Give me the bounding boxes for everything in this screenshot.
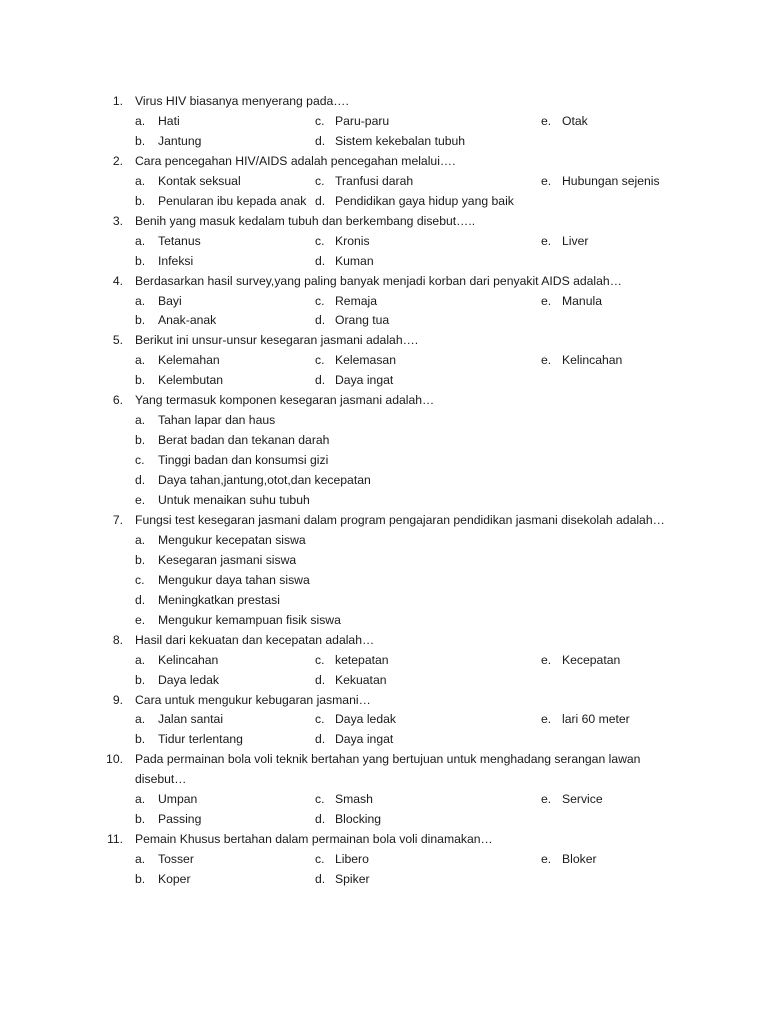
option-row <box>0 550 768 570</box>
option-text: Bayi <box>158 293 182 308</box>
option-text: Untuk menaikan suhu tubuh <box>158 493 310 507</box>
question-number: 10. <box>106 752 123 767</box>
question-line <box>0 211 768 231</box>
option-letter: a. <box>135 173 146 188</box>
question-line <box>0 390 768 410</box>
option-letter: e. <box>541 652 552 667</box>
option-row <box>0 310 768 330</box>
option-letter: a. <box>135 532 146 547</box>
option-text: Kekuatan <box>335 672 387 687</box>
option-text: Tinggi badan dan konsumsi gizi <box>158 453 329 468</box>
option-letter: d. <box>135 473 146 488</box>
option-text: Tidur terlentang <box>158 732 243 747</box>
option-letter: c. <box>315 712 325 727</box>
option-row <box>0 251 768 271</box>
option-text: Paru-paru <box>335 113 390 128</box>
option-text: Koper <box>158 872 191 887</box>
question-number: 11. <box>106 832 123 847</box>
option-text: Kecepatan <box>562 652 621 667</box>
option-text: Remaja <box>335 293 377 308</box>
option-letter: c. <box>135 572 145 587</box>
question-line <box>0 749 768 769</box>
option-text: Tranfusi darah <box>335 173 414 188</box>
option-row <box>0 191 768 211</box>
option-row <box>0 590 768 610</box>
option-letter: d. <box>315 253 326 268</box>
question-line <box>0 151 768 171</box>
option-text: Tetanus <box>158 233 201 248</box>
question-number: 4. <box>112 273 123 288</box>
option-text: Kelembutan <box>158 373 224 388</box>
option-row <box>0 231 768 251</box>
option-text: Penularan ibu kepada anak <box>158 193 307 208</box>
question-number: 8. <box>112 632 123 647</box>
question-number: 1. <box>112 94 123 108</box>
option-letter: d. <box>315 373 326 388</box>
option-letter: e. <box>541 353 552 368</box>
option-row <box>0 650 768 670</box>
option-letter: b. <box>135 672 146 687</box>
option-letter: e. <box>541 293 552 308</box>
option-row <box>0 450 768 470</box>
option-row <box>0 171 768 191</box>
option-text: Daya ledak <box>158 672 219 687</box>
question-text: Berdasarkan hasil survey,yang paling banyak menjadi korban dari penyakit AIDS adalah… <box>135 273 622 288</box>
option-text: Daya tahan,jantung,otot,dan kecepatan <box>158 473 371 488</box>
question-number: 9. <box>112 692 123 707</box>
option-letter: a. <box>135 233 146 248</box>
option-letter: a. <box>135 293 146 308</box>
option-text: Liver <box>562 233 589 248</box>
option-letter: b. <box>135 552 146 567</box>
option-row <box>0 131 768 151</box>
option-text: Pendidikan gaya hidup yang baik <box>335 193 514 208</box>
option-letter: d. <box>315 313 326 328</box>
option-text: Manula <box>562 293 602 308</box>
option-text: Anak-anak <box>158 313 217 328</box>
option-text: Mengukur kemampuan fisik siswa <box>158 612 341 627</box>
question-number: 3. <box>112 213 123 228</box>
option-row <box>0 470 768 490</box>
option-text: Otak <box>562 113 588 128</box>
option-letter: b. <box>135 373 146 388</box>
option-text: Kelemahan <box>158 353 220 368</box>
option-text: Hati <box>158 113 180 128</box>
option-text: Smash <box>335 792 373 807</box>
option-letter: b. <box>135 253 146 268</box>
option-row <box>0 709 768 729</box>
option-row <box>0 530 768 550</box>
option-letter: b. <box>135 193 146 208</box>
option-letter: b. <box>135 732 146 747</box>
option-letter: e. <box>541 852 552 867</box>
option-text: Bloker <box>562 852 597 867</box>
option-row <box>0 570 768 590</box>
option-text: Kuman <box>335 253 374 268</box>
option-letter: b. <box>135 313 146 328</box>
option-row <box>0 370 768 390</box>
option-letter: a. <box>135 652 146 667</box>
question-text: Yang termasuk komponen kesegaran jasmani adalah… <box>135 393 435 408</box>
option-text: Daya ledak <box>335 712 396 727</box>
question-line <box>0 630 768 650</box>
option-text: Berat badan dan tekanan darah <box>158 433 330 448</box>
option-letter: e. <box>541 173 552 188</box>
question-line <box>0 510 768 530</box>
option-row <box>0 789 768 809</box>
option-letter: d. <box>315 133 326 148</box>
question-text: Pemain Khusus bertahan dalam permainan bola voli dinamakan… <box>135 832 493 847</box>
question-text: Cara pencegahan HIV/AIDS adalah pencegahan melalui…. <box>135 153 456 168</box>
question-text: Benih yang masuk kedalam tubuh dan berkembang disebut….. <box>135 213 476 228</box>
option-letter: a. <box>135 792 146 807</box>
option-row <box>0 809 768 829</box>
option-letter: c. <box>315 173 325 188</box>
option-letter: d. <box>315 672 326 687</box>
option-text: Spiker <box>335 872 370 887</box>
question-line <box>0 829 768 849</box>
option-letter: e. <box>541 712 552 727</box>
option-letter: b. <box>135 133 146 148</box>
option-text: Hubungan sejenis <box>562 173 660 188</box>
option-row <box>0 849 768 869</box>
option-text: Sistem kekebalan tubuh <box>335 133 466 148</box>
question-line <box>0 769 768 789</box>
option-letter: c. <box>135 453 145 468</box>
question-number: 6. <box>112 393 123 408</box>
option-text: Infeksi <box>158 253 194 268</box>
option-letter: b. <box>135 433 146 448</box>
question-text: Pada permainan bola voli teknik bertahan yang bertujuan untuk menghadang serangan lawan <box>135 752 641 767</box>
option-letter: e. <box>541 792 552 807</box>
option-letter: a. <box>135 712 146 727</box>
option-letter: e. <box>541 113 552 128</box>
option-text: Kelincahan <box>158 652 219 667</box>
option-row <box>0 869 768 889</box>
option-row <box>0 729 768 749</box>
option-letter: d. <box>315 812 326 827</box>
question-line <box>0 330 768 350</box>
option-text: Daya ingat <box>335 732 394 747</box>
question-text: Virus HIV biasanya menyerang pada…. <box>135 94 349 108</box>
option-text: Libero <box>335 852 369 867</box>
question-text: disebut… <box>135 772 187 787</box>
option-letter: a. <box>135 353 146 368</box>
option-text: lari 60 meter <box>562 712 630 727</box>
option-letter: c. <box>315 652 325 667</box>
option-text: Daya ingat <box>335 373 394 388</box>
option-row <box>0 111 768 131</box>
option-text: Kesegaran jasmani siswa <box>158 552 297 567</box>
option-row <box>0 490 768 510</box>
option-row <box>0 350 768 370</box>
option-row <box>0 670 768 690</box>
option-letter: e. <box>135 493 146 507</box>
question-text: Berikut ini unsur-unsur kesegaran jasmani adalah…. <box>135 333 419 348</box>
option-text: Orang tua <box>335 313 390 328</box>
option-text: Mengukur kecepatan siswa <box>158 532 306 547</box>
option-text: Jalan santai <box>158 712 224 727</box>
question-number: 5. <box>112 333 123 348</box>
option-letter: c. <box>315 233 325 248</box>
option-letter: e. <box>135 612 146 627</box>
option-text: Kontak seksual <box>158 173 241 188</box>
option-letter: c. <box>315 792 325 807</box>
option-text: Kronis <box>335 233 370 248</box>
question-line <box>0 690 768 710</box>
question-line <box>0 91 768 111</box>
option-letter: c. <box>315 353 325 368</box>
option-letter: c. <box>315 113 325 128</box>
option-letter: d. <box>315 732 326 747</box>
option-letter: a. <box>135 113 146 128</box>
option-text: Jantung <box>158 133 202 148</box>
option-text: Tahan lapar dan haus <box>158 413 276 428</box>
question-text: Hasil dari kekuatan dan kecepatan adalah… <box>135 632 375 647</box>
option-text: Service <box>562 792 603 807</box>
option-letter: a. <box>135 413 146 428</box>
option-text: Kelincahan <box>562 353 623 368</box>
option-letter: b. <box>135 872 146 887</box>
option-text: Blocking <box>335 812 382 827</box>
option-letter: d. <box>315 872 326 887</box>
option-letter: a. <box>135 852 146 867</box>
option-text: Passing <box>158 812 202 827</box>
option-row <box>0 610 768 630</box>
option-text: Tosser <box>158 852 194 867</box>
option-text: ketepatan <box>335 652 389 667</box>
option-text: Mengukur daya tahan siswa <box>158 572 310 587</box>
option-letter: c. <box>315 852 325 867</box>
option-letter: c. <box>315 293 325 308</box>
question-text: Fungsi test kesegaran jasmani dalam program pengajaran pendidikan jasmani disekolah adalah… <box>135 512 665 527</box>
option-text: Meningkatkan prestasi <box>158 592 280 607</box>
option-letter: b. <box>135 812 146 827</box>
option-text: Kelemasan <box>335 353 396 368</box>
option-letter: e. <box>541 233 552 248</box>
question-line <box>0 271 768 291</box>
option-letter: d. <box>315 193 326 208</box>
option-row <box>0 291 768 311</box>
question-text: Cara untuk mengukur kebugaran jasmani… <box>135 692 371 707</box>
question-number: 2. <box>112 153 123 168</box>
option-letter: d. <box>135 592 146 607</box>
option-row <box>0 410 768 430</box>
option-row <box>0 430 768 450</box>
option-text: Umpan <box>158 792 198 807</box>
question-number: 7. <box>112 512 123 527</box>
